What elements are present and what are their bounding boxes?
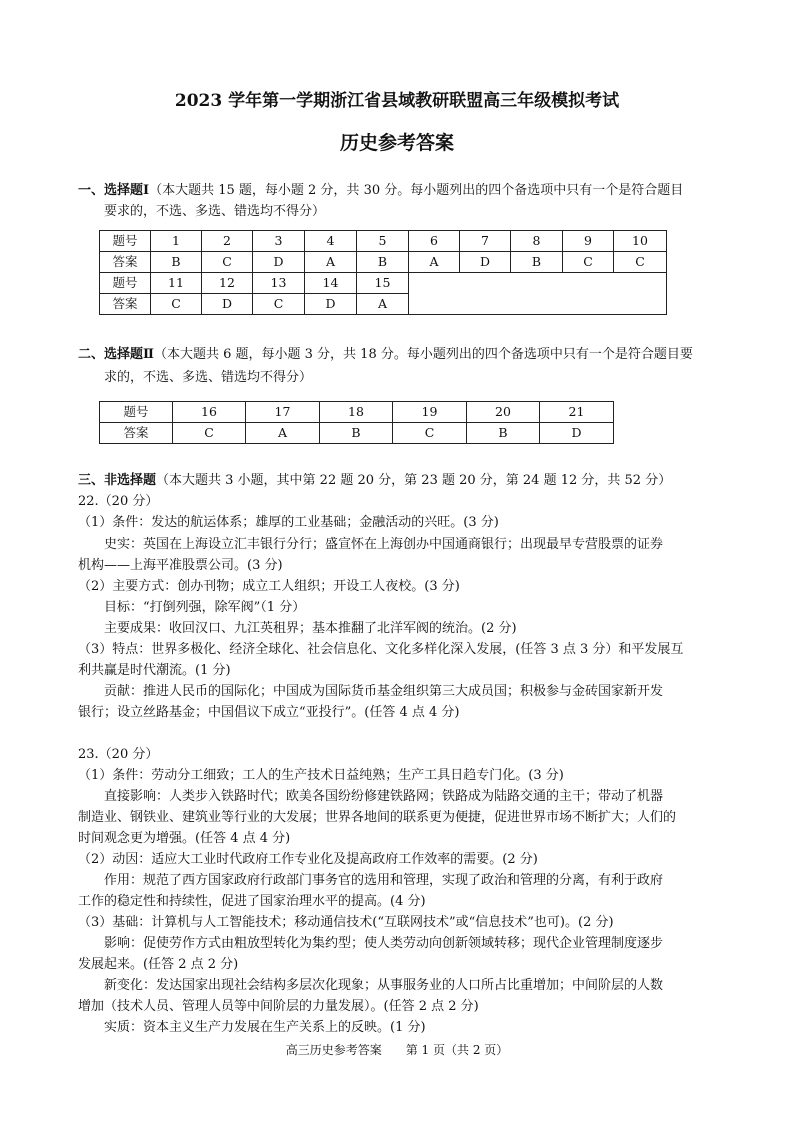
page-footer: 高三历史参考答案 第 1 页（共 2 页） xyxy=(285,1043,509,1057)
section3-intro xyxy=(78,472,671,490)
answer-cell: B xyxy=(151,252,202,273)
answer-cell: D xyxy=(540,423,614,444)
row-label-answer: 答案 xyxy=(100,252,151,273)
answer-cell: B xyxy=(467,423,540,444)
q23-line: （3）基础：计算机与人工智能技术；移动通信技术(“互联网技术”或“信息技术”也可)。(2 分) xyxy=(78,915,614,930)
q23-line: 作用：规范了西方国家政府行政部门事务官的选用和管理，实现了政治和管理的分离，有利于政府 xyxy=(104,873,664,888)
question-number: 15 xyxy=(357,273,409,294)
section1-desc-line1: （本大题共 15 题，每小题 2 分，共 30 分。每小题列出的四个备选项中只有一个是符合题目 xyxy=(149,183,684,198)
question-number: 9 xyxy=(563,231,614,252)
q22-line: 主要成果：收回汉口、九江英租界；基本推翻了北洋军阀的统治。(2 分) xyxy=(104,621,517,636)
table-row xyxy=(100,402,614,423)
question-number: 19 xyxy=(393,402,467,423)
q23-heading: 23.（20 分） xyxy=(78,747,159,762)
q22-line: （2）主要方式：创办刊物；成立工人组织；开设工人夜校。(3 分) xyxy=(78,579,460,594)
question-number: 18 xyxy=(320,402,393,423)
q22-line: 史实：英国在上海设立汇丰银行分行；盛宣怀在上海创办中国通商银行；出现最早专营股票的证券 xyxy=(104,537,664,552)
row-label-question: 题号 xyxy=(100,273,151,294)
section2-desc-line1: （本大题共 6 题，每小题 3 分，共 18 分。每小题列出的四个备选项中只有一个是符合题目要 xyxy=(153,347,693,362)
answer-cell: B xyxy=(320,423,393,444)
section2-intro xyxy=(78,346,693,364)
q23-line: 新变化：发达国家出现社会结构多层次化现象；从事服务业的人口所占比重增加；中间阶层的人数 xyxy=(104,978,664,993)
section2-desc-line2: 求的，不选、多选、错选均不得分） xyxy=(104,370,313,385)
q23-line: （1）条件：劳动分工细致；工人的生产技术日益纯熟；生产工具日趋专门化。(3 分) xyxy=(78,768,564,783)
q22-line: （1）条件：发达的航运体系；雄厚的工业基础；金融活动的兴旺。(3 分) xyxy=(78,515,499,530)
answer-cell: A xyxy=(305,252,357,273)
answer-cell: D xyxy=(202,294,253,315)
answer-cell: C xyxy=(393,423,467,444)
row-label-answer: 答案 xyxy=(100,294,151,315)
q23-line: 发展起来。(任答 2 点 2 分) xyxy=(78,957,239,972)
q22-heading: 22.（20 分） xyxy=(78,494,159,509)
answer-cell: B xyxy=(357,252,409,273)
answer-cell: A xyxy=(246,423,320,444)
q22-line: 贡献：推进人民币的国际化；中国成为国际货币基金组织第三大成员国；积极参与金砖国家新开发 xyxy=(104,684,664,699)
q22-line: 目标：“打倒列强，除军阀”（1 分） xyxy=(104,600,306,615)
section1-answer-table xyxy=(99,230,667,315)
row-label-answer: 答案 xyxy=(100,423,173,444)
table-row xyxy=(100,273,667,294)
question-number: 13 xyxy=(253,273,305,294)
question-number: 21 xyxy=(540,402,614,423)
section1-desc-line2: 要求的，不选、多选、错选均不得分） xyxy=(104,204,326,219)
question-number: 2 xyxy=(202,231,253,252)
table-row xyxy=(100,252,667,273)
question-number: 10 xyxy=(614,231,667,252)
question-number: 16 xyxy=(173,402,246,423)
question-number: 4 xyxy=(305,231,357,252)
section2-answer-table xyxy=(99,401,614,444)
q22-line: 利共赢是时代潮流。(1 分) xyxy=(78,663,231,678)
q23-line: 直接影响：人类步入铁路时代；欧美各国纷纷修建铁路网；铁路成为陆路交通的主干；带动了机器 xyxy=(104,789,664,804)
question-number: 6 xyxy=(409,231,460,252)
question-number: 3 xyxy=(253,231,305,252)
q22-line: 银行；设立丝路基金；中国倡议下成立“亚投行”。(任答 4 点 4 分) xyxy=(78,705,460,720)
q23-line: 制造业、钢铁业、建筑业等行业的大发展；世界各地间的联系更为便捷，促进世界市场不断扩大；人们的 xyxy=(78,810,677,825)
table-row xyxy=(100,231,667,252)
q22-line: （3）特点：世界多极化、经济全球化、社会信息化、文化多样化深入发展，(任答 3 点 3 分）和平发展互 xyxy=(78,642,684,657)
exam-title: 2023 学年第一学期浙江省县域教研联盟高三年级模拟考试 xyxy=(174,91,620,111)
question-number: 11 xyxy=(151,273,202,294)
section2-heading: 二、选择题Ⅱ xyxy=(78,347,154,362)
question-number: 20 xyxy=(467,402,540,423)
empty-cell xyxy=(409,273,667,315)
q22-line: 机构——上海平准股票公司。(3 分) xyxy=(78,558,283,573)
q23-line: 实质：资本主义生产力发展在生产关系上的反映。(1 分) xyxy=(104,1020,426,1035)
q23-line: （2）动因：适应大工业时代政府工作专业化及提高政府工作效率的需要。(2 分) xyxy=(78,852,538,867)
row-label-question: 题号 xyxy=(100,231,151,252)
section1-heading: 一、选择题Ⅰ xyxy=(78,183,150,198)
answer-cell: C xyxy=(173,423,246,444)
answer-cell: A xyxy=(357,294,409,315)
question-number: 7 xyxy=(460,231,511,252)
question-number: 5 xyxy=(357,231,409,252)
question-number: 12 xyxy=(202,273,253,294)
question-number: 8 xyxy=(511,231,563,252)
table-row xyxy=(100,423,614,444)
section3-heading: 三、非选择题 xyxy=(78,473,157,488)
answer-cell: B xyxy=(511,252,563,273)
answer-cell: C xyxy=(614,252,667,273)
question-number: 1 xyxy=(151,231,202,252)
section3-desc: （本大题共 3 小题，其中第 22 题 20 分，第 23 题 20 分，第 24 题 12 分，共 52 分） xyxy=(156,473,672,488)
question-number: 14 xyxy=(305,273,357,294)
q23-line: 工作的稳定性和持续性，促进了国家治理水平的提高。(4 分) xyxy=(78,894,426,909)
section1-intro xyxy=(78,182,683,200)
answer-cell: D xyxy=(460,252,511,273)
answer-cell: C xyxy=(563,252,614,273)
answer-key-subtitle: 历史参考答案 xyxy=(339,132,454,154)
answer-cell: D xyxy=(305,294,357,315)
q23-line: 增加（技术人员、管理人员等中间阶层的力量发展）。(任答 2 点 2 分) xyxy=(78,999,479,1014)
row-label-question: 题号 xyxy=(100,402,173,423)
answer-cell: C xyxy=(151,294,202,315)
q23-line: 影响：促使劳作方式由粗放型转化为集约型；使人类劳动向创新领域转移；现代企业管理制度逐步 xyxy=(104,936,664,951)
answer-cell: A xyxy=(409,252,460,273)
answer-cell: C xyxy=(202,252,253,273)
answer-cell: C xyxy=(253,294,305,315)
question-number: 17 xyxy=(246,402,320,423)
answer-cell: D xyxy=(253,252,305,273)
q23-line: 时间观念更为增强。(任答 4 点 4 分) xyxy=(78,831,291,846)
